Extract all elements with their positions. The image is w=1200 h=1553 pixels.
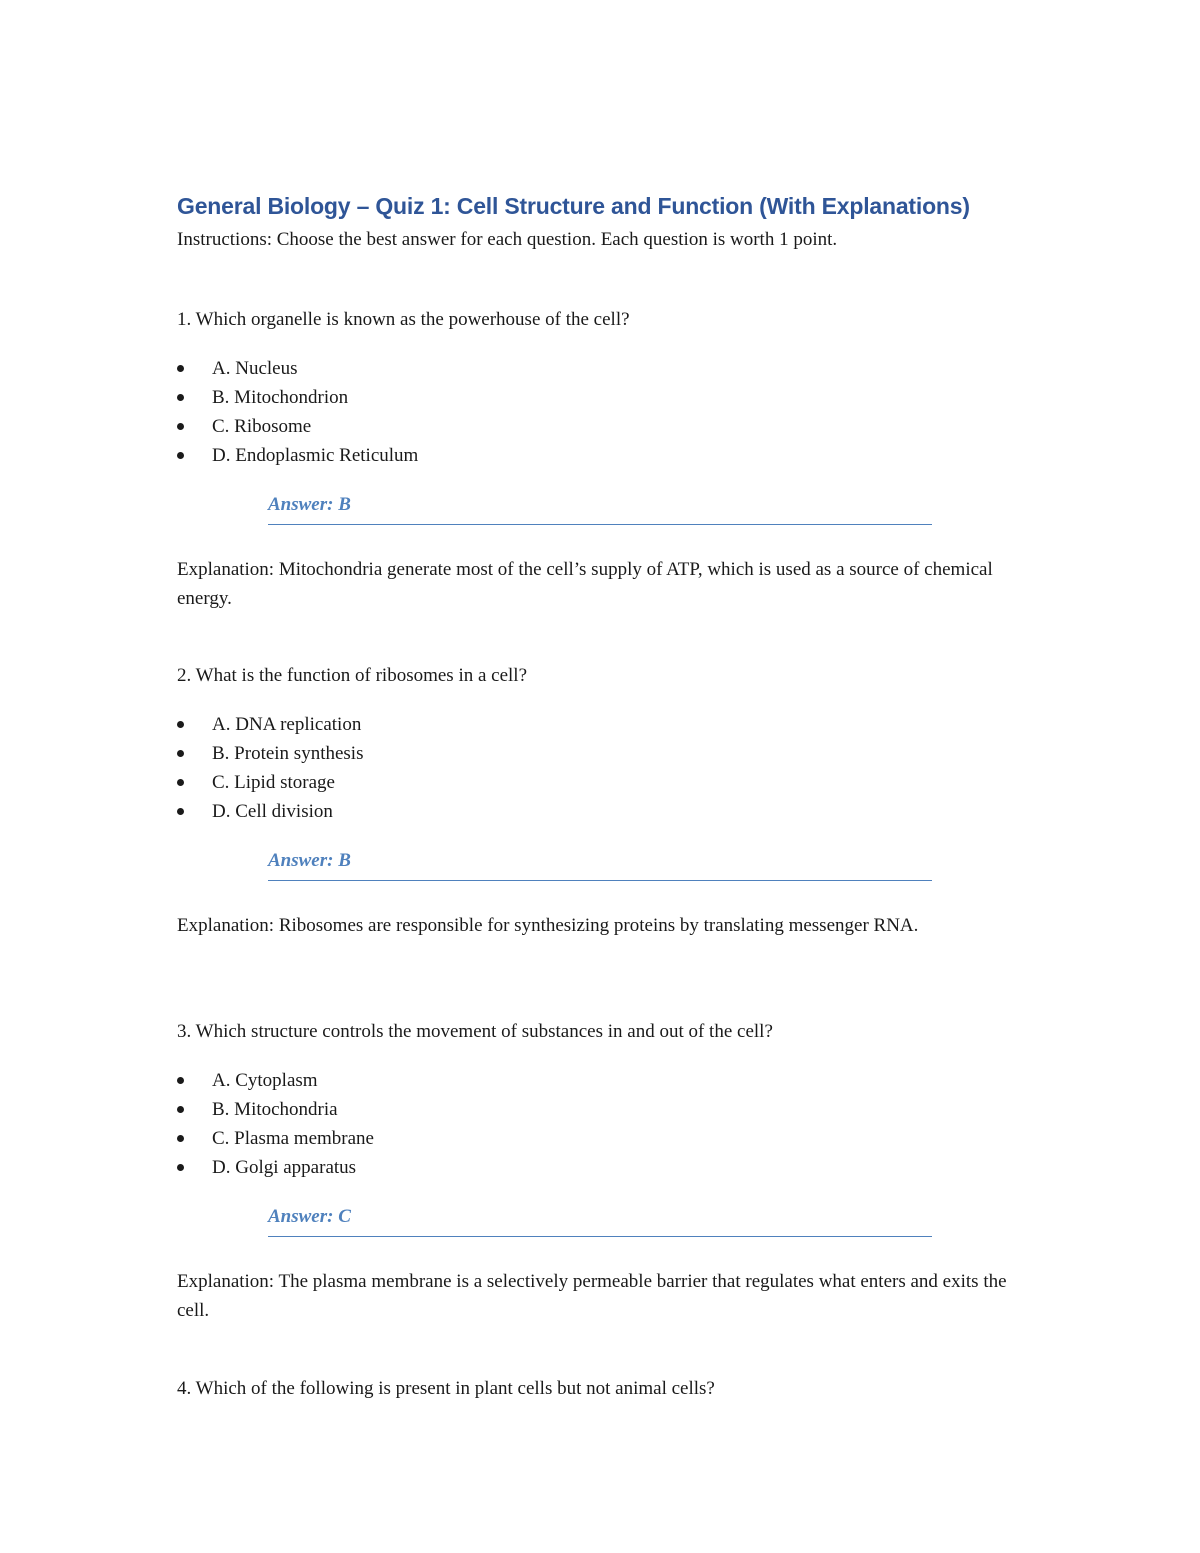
question-3-option-b: [177, 1095, 1037, 1124]
question-3-option-a: [177, 1066, 1037, 1095]
question-1-option-d: [177, 441, 1037, 470]
document-title: General Biology – Quiz 1: Cell Structure and Function (With Explanations): [177, 193, 970, 219]
question-2-option-c: [177, 768, 932, 797]
option-label: B. Protein synthesis: [212, 743, 364, 764]
bullet-icon: [177, 423, 184, 430]
question-3-explanation: Explanation: The plasma membrane is a selectively permeable barrier that regulates what enters and exits the cell.: [177, 1271, 1007, 1321]
question-1-option-c: [177, 412, 1037, 441]
bullet-icon: [177, 750, 184, 757]
question-2-option-a: [177, 710, 932, 739]
question-2-explanation: Explanation: Ribosomes are responsible for synthesizing proteins by translating messenger RNA.: [177, 915, 919, 936]
instructions-text: Instructions: Choose the best answer for each question. Each question is worth 1 point.: [177, 229, 838, 250]
bullet-icon: [177, 721, 184, 728]
option-label: A. Cytoplasm: [212, 1070, 318, 1091]
question-block-4: [177, 1375, 715, 1403]
option-label: B. Mitochondria: [212, 1099, 338, 1120]
option-label: A. Nucleus: [212, 358, 298, 379]
question-2-text: 2. What is the function of ribosomes in a cell?: [177, 665, 528, 686]
option-label: C. Lipid storage: [212, 772, 335, 793]
bullet-icon: [177, 1135, 184, 1142]
option-label: D. Endoplasmic Reticulum: [212, 445, 419, 466]
question-3-option-d: [177, 1153, 1037, 1182]
option-label: B. Mitochondrion: [212, 387, 349, 408]
bullet-icon: [177, 808, 184, 815]
question-4-text: 4. Which of the following is present in plant cells but not animal cells?: [177, 1378, 715, 1399]
option-label: C. Ribosome: [212, 416, 312, 437]
question-block-1: [177, 306, 1037, 613]
question-1-options: [177, 354, 1037, 470]
document-page: [177, 190, 1037, 1399]
question-block-2: [177, 662, 932, 940]
bullet-icon: [177, 1077, 184, 1084]
bullet-icon: [177, 365, 184, 372]
bullet-icon: [177, 394, 184, 401]
question-block-3: [177, 1018, 1037, 1325]
question-3-option-c: [177, 1124, 1037, 1153]
question-1-text: 1. Which organelle is known as the powerhouse of the cell?: [177, 309, 630, 330]
bullet-icon: [177, 779, 184, 786]
option-label: C. Plasma membrane: [212, 1128, 374, 1149]
option-label: D. Golgi apparatus: [212, 1157, 357, 1178]
question-3-options: [177, 1066, 1037, 1182]
question-3-text: 3. Which structure controls the movement of substances in and out of the cell?: [177, 1021, 773, 1042]
question-1-answer: Answer: B: [268, 494, 351, 515]
question-3-answer-box: [268, 1204, 932, 1237]
question-2-options: [177, 710, 932, 826]
option-label: A. DNA replication: [212, 714, 362, 735]
question-1-explanation: Explanation: Mitochondria generate most of the cell’s supply of ATP, which is used as a source of chemical energy.: [177, 559, 993, 609]
bullet-icon: [177, 1164, 184, 1171]
bullet-icon: [177, 452, 184, 459]
question-2-option-d: [177, 797, 932, 826]
question-2-answer-box: [268, 848, 932, 881]
bullet-icon: [177, 1106, 184, 1113]
question-2-option-b: [177, 739, 932, 768]
question-2-answer: Answer: B: [268, 850, 351, 871]
question-1-answer-box: [268, 492, 932, 525]
option-label: D. Cell division: [212, 801, 333, 822]
question-3-answer: Answer: C: [268, 1206, 351, 1227]
question-1-option-b: [177, 383, 1037, 412]
question-1-option-a: [177, 354, 1037, 383]
